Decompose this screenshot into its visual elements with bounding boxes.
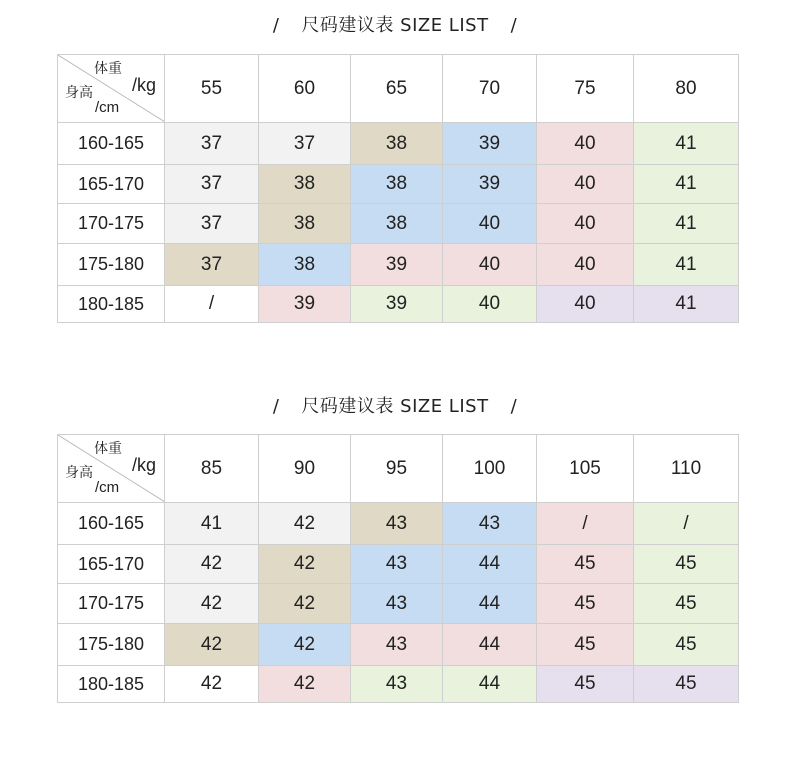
kg-label: /kg bbox=[132, 455, 157, 475]
size-cell: 42 bbox=[259, 545, 351, 584]
weight-header: 90 bbox=[259, 435, 351, 503]
size-cell: 41 bbox=[634, 286, 739, 323]
size-cell: 44 bbox=[443, 666, 537, 703]
size-cell: 45 bbox=[537, 584, 634, 624]
weight-header: 65 bbox=[351, 55, 443, 123]
table-row bbox=[58, 286, 739, 323]
table-row bbox=[58, 666, 739, 703]
height-range: 165-170 bbox=[58, 545, 165, 584]
weight-header: 80 bbox=[634, 55, 739, 123]
table-row bbox=[58, 584, 739, 624]
size-cell: 37 bbox=[165, 123, 259, 165]
height-range: 170-175 bbox=[58, 584, 165, 624]
size-cell: 39 bbox=[259, 286, 351, 323]
size-cell: 40 bbox=[443, 244, 537, 286]
size-cell: 38 bbox=[259, 244, 351, 286]
height-range: 170-175 bbox=[58, 204, 165, 244]
height-label: 身高 bbox=[65, 85, 93, 101]
title-text: 尺码建议表 SIZE LIST bbox=[301, 15, 489, 36]
size-cell: 42 bbox=[259, 624, 351, 666]
header-row bbox=[58, 435, 739, 503]
size-cell: 40 bbox=[537, 123, 634, 165]
cm-label: /cm bbox=[95, 479, 120, 496]
size-cell: 40 bbox=[537, 204, 634, 244]
cm-label: /cm bbox=[95, 99, 120, 116]
size-cell: 38 bbox=[259, 204, 351, 244]
weight-header: 70 bbox=[443, 55, 537, 123]
size-cell: 38 bbox=[351, 123, 443, 165]
size-table-2 bbox=[57, 434, 739, 703]
weight-header: 75 bbox=[537, 55, 634, 123]
table-row bbox=[58, 123, 739, 165]
size-cell: 38 bbox=[351, 204, 443, 244]
title-slash-right: / bbox=[510, 396, 518, 417]
size-cell: 43 bbox=[351, 624, 443, 666]
size-cell: 38 bbox=[351, 165, 443, 204]
size-cell: 43 bbox=[443, 503, 537, 545]
size-cell: 43 bbox=[351, 545, 443, 584]
size-cell: 38 bbox=[259, 165, 351, 204]
table-row bbox=[58, 204, 739, 244]
size-cell: / bbox=[634, 503, 739, 545]
table-row bbox=[58, 244, 739, 286]
size-cell: 42 bbox=[165, 584, 259, 624]
size-cell: 39 bbox=[351, 286, 443, 323]
size-cell: 45 bbox=[537, 545, 634, 584]
title-slash-left: / bbox=[272, 396, 280, 417]
header-row bbox=[58, 55, 739, 123]
corner-cell bbox=[58, 55, 165, 123]
size-cell: 45 bbox=[537, 624, 634, 666]
corner-cell bbox=[58, 435, 165, 503]
weight-header: 60 bbox=[259, 55, 351, 123]
title-text: 尺码建议表 SIZE LIST bbox=[301, 396, 489, 417]
size-cell: / bbox=[537, 503, 634, 545]
title-slash-left: / bbox=[272, 15, 280, 36]
kg-label: /kg bbox=[132, 75, 157, 95]
size-cell: 42 bbox=[165, 624, 259, 666]
size-cell: 40 bbox=[537, 244, 634, 286]
table-row bbox=[58, 165, 739, 204]
size-cell: 37 bbox=[165, 244, 259, 286]
weight-header: 55 bbox=[165, 55, 259, 123]
size-cell: 41 bbox=[634, 123, 739, 165]
size-cell: 41 bbox=[634, 244, 739, 286]
size-cell: 39 bbox=[443, 123, 537, 165]
weight-header: 100 bbox=[443, 435, 537, 503]
table-row bbox=[58, 545, 739, 584]
size-cell: 45 bbox=[634, 584, 739, 624]
size-cell: 39 bbox=[351, 244, 443, 286]
size-cell: 45 bbox=[537, 666, 634, 703]
weight-header: 95 bbox=[351, 435, 443, 503]
size-cell: 43 bbox=[351, 503, 443, 545]
size-cell: 40 bbox=[537, 286, 634, 323]
size-cell: 41 bbox=[634, 165, 739, 204]
weight-header: 105 bbox=[537, 435, 634, 503]
size-table-1 bbox=[57, 54, 739, 323]
size-cell: 42 bbox=[259, 666, 351, 703]
size-cell: 44 bbox=[443, 624, 537, 666]
height-label: 身高 bbox=[65, 465, 93, 481]
size-cell: 44 bbox=[443, 545, 537, 584]
height-range: 175-180 bbox=[58, 244, 165, 286]
height-range: 160-165 bbox=[58, 123, 165, 165]
height-range: 180-185 bbox=[58, 666, 165, 703]
size-cell: / bbox=[165, 286, 259, 323]
size-cell: 37 bbox=[259, 123, 351, 165]
weight-label: 体重 bbox=[94, 441, 122, 457]
size-cell: 43 bbox=[351, 666, 443, 703]
size-cell: 42 bbox=[259, 503, 351, 545]
height-range: 175-180 bbox=[58, 624, 165, 666]
section-title-2 bbox=[0, 392, 790, 418]
size-cell: 42 bbox=[165, 666, 259, 703]
size-cell: 41 bbox=[165, 503, 259, 545]
table-row bbox=[58, 503, 739, 545]
height-range: 180-185 bbox=[58, 286, 165, 323]
size-cell: 43 bbox=[351, 584, 443, 624]
height-range: 165-170 bbox=[58, 165, 165, 204]
size-cell: 37 bbox=[165, 165, 259, 204]
height-range: 160-165 bbox=[58, 503, 165, 545]
size-cell: 45 bbox=[634, 545, 739, 584]
size-cell: 42 bbox=[259, 584, 351, 624]
size-cell: 39 bbox=[443, 165, 537, 204]
size-cell: 40 bbox=[537, 165, 634, 204]
table-row bbox=[58, 624, 739, 666]
size-cell: 40 bbox=[443, 286, 537, 323]
title-slash-right: / bbox=[510, 15, 518, 36]
size-cell: 45 bbox=[634, 624, 739, 666]
size-cell: 40 bbox=[443, 204, 537, 244]
weight-label: 体重 bbox=[94, 61, 122, 77]
section-title-1 bbox=[0, 11, 790, 37]
weight-header: 85 bbox=[165, 435, 259, 503]
size-cell: 41 bbox=[634, 204, 739, 244]
size-cell: 44 bbox=[443, 584, 537, 624]
weight-header: 110 bbox=[634, 435, 739, 503]
size-cell: 45 bbox=[634, 666, 739, 703]
size-cell: 37 bbox=[165, 204, 259, 244]
size-cell: 42 bbox=[165, 545, 259, 584]
